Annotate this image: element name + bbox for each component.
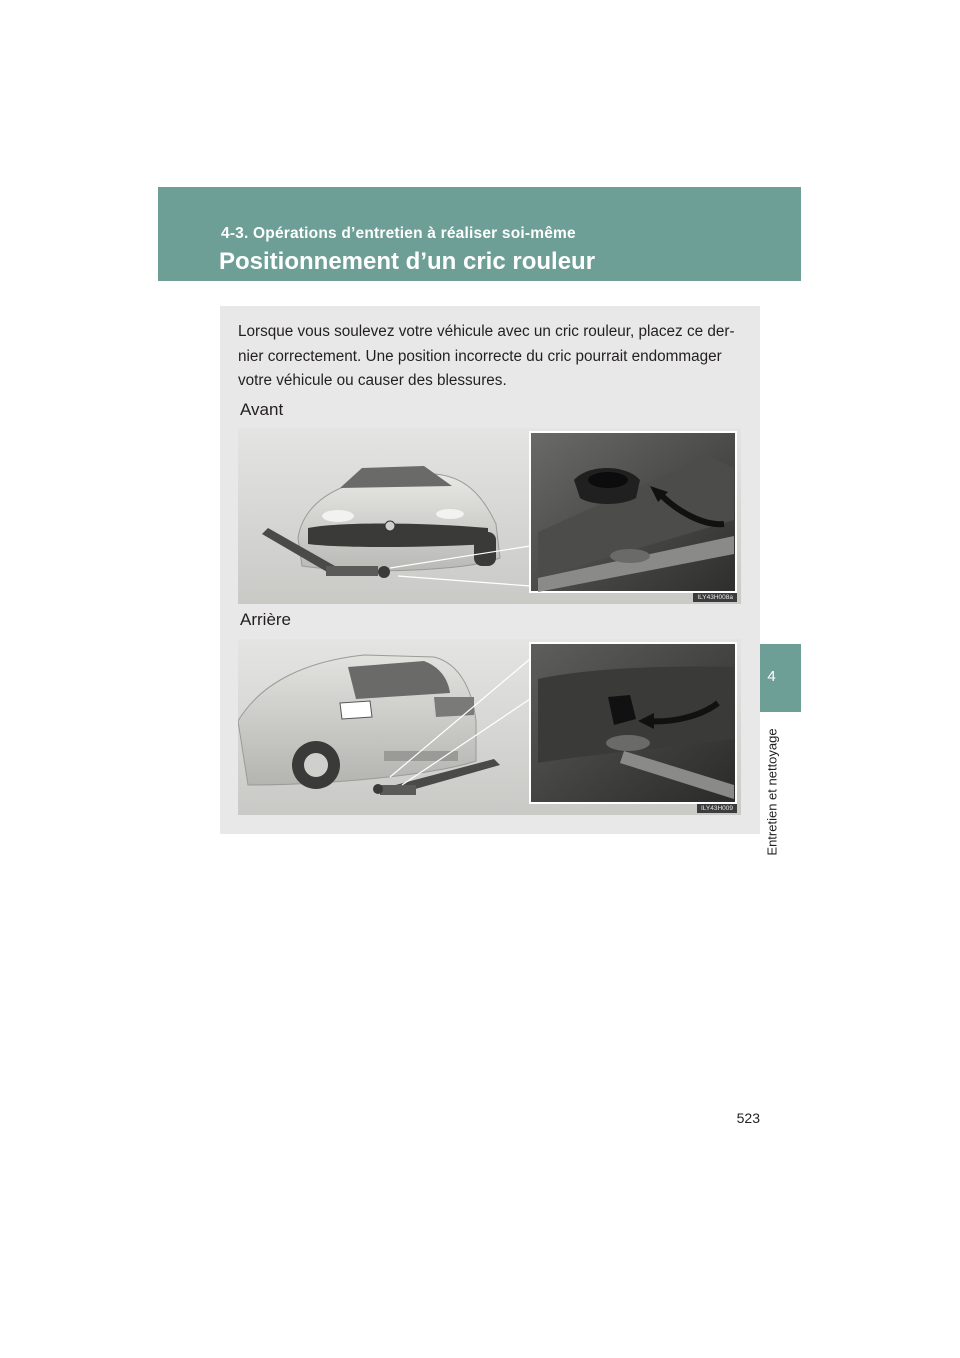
header-band — [158, 187, 801, 281]
page-title: Positionnement d’un cric rouleur — [219, 248, 596, 275]
chapter-label-wrap — [762, 718, 782, 866]
page-number: 523 — [736, 1110, 760, 1126]
chapter-number: 4 — [767, 668, 776, 685]
chapter-label: Entretien et nettoyage — [764, 728, 780, 856]
intro-text — [238, 320, 746, 394]
section-label: 4-3. Opérations d’entretien à réaliser soi-même — [221, 225, 576, 242]
rear-car-illustration — [238, 639, 741, 815]
rear-figure-code: ILY43H009 — [697, 804, 737, 813]
front-heading: Avant — [240, 400, 284, 419]
intro-line-3: votre véhicule ou causer des blessures. — [238, 372, 507, 389]
front-figure-code: ILY43H008a — [693, 593, 737, 602]
rear-jack-illustration — [238, 639, 741, 815]
front-jack-illustration — [238, 428, 741, 604]
content-panel — [220, 306, 760, 834]
intro-line-2: nier correctement. Une position incorrecte du cric pourrait endommager — [238, 347, 722, 365]
rear-heading: Arrière — [240, 610, 292, 629]
front-car-illustration — [238, 428, 741, 604]
intro-line-1: Lorsque vous soulevez votre véhicule avec un cric rouleur, placez ce der- — [238, 323, 735, 340]
